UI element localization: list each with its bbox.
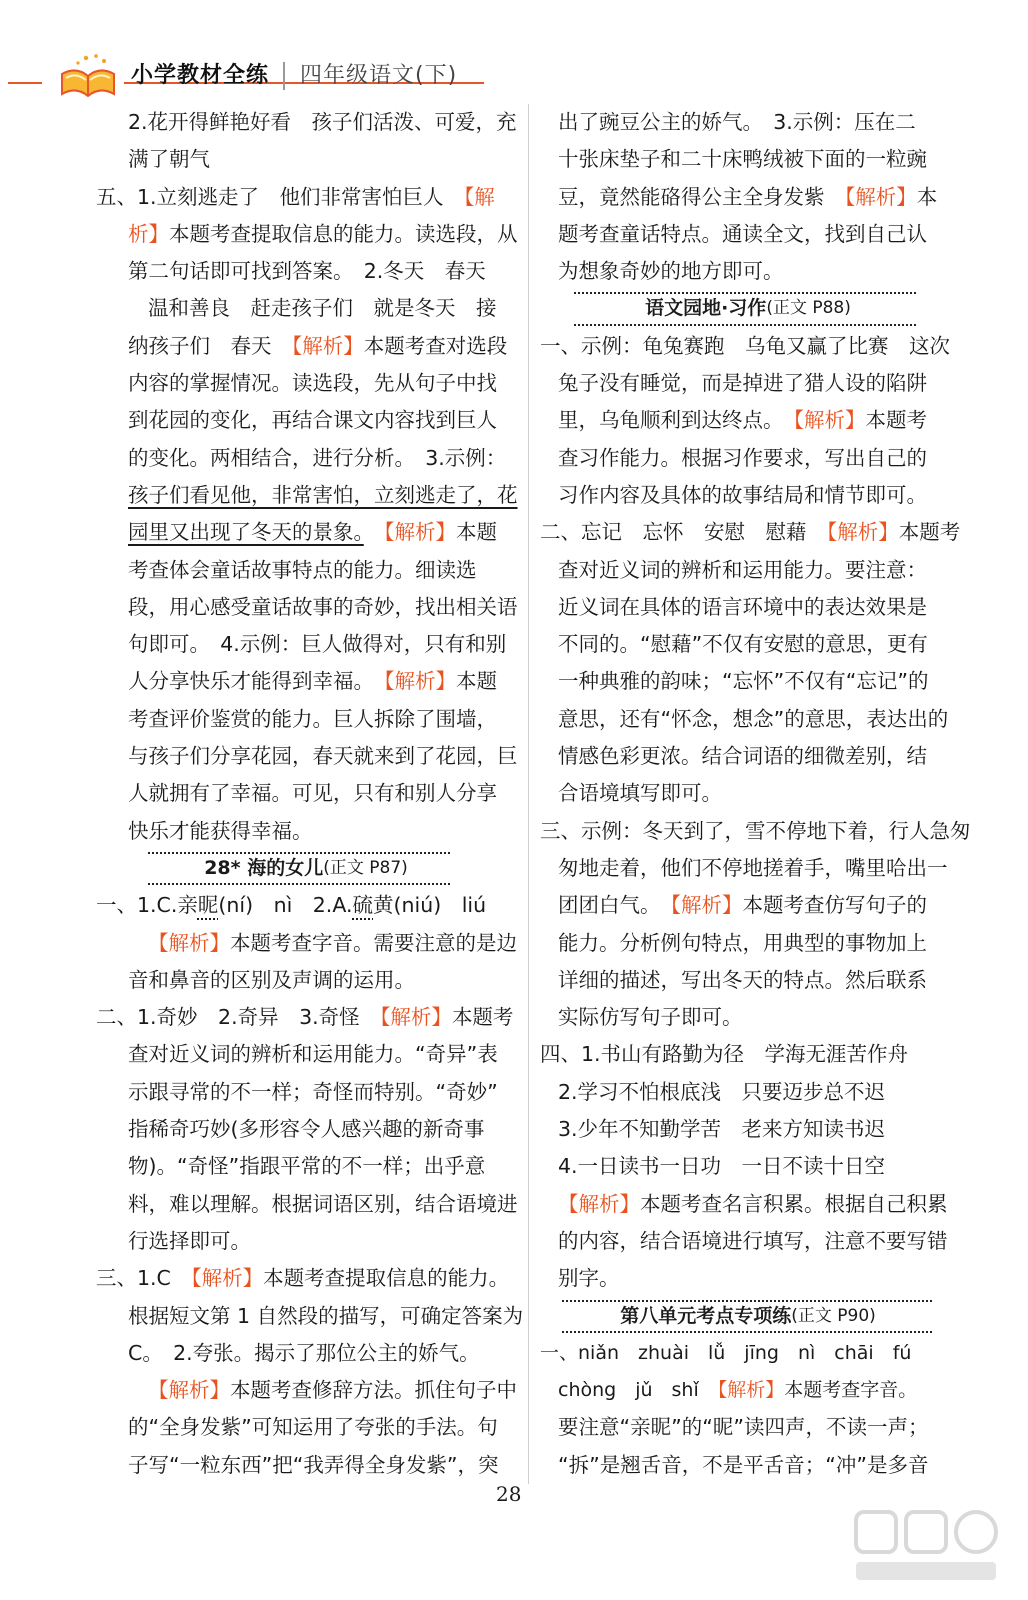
answer-line: 孩子们看见他，非常害怕，立刻逃走了，花 (128, 482, 518, 507)
answer-line: 题考查童话特点。通读全文，找到自己认 (558, 221, 927, 246)
answer-line: 四、1.书山有路勤为径 学海无涯苦作舟 (540, 1042, 909, 1067)
answer-line: 里，乌龟顺利到达终点。 【解析】本题考 (558, 408, 927, 433)
answer-line: 一、示例：龟兔赛跑 乌龟又赢了比赛 这次 (540, 333, 950, 358)
answer-line: 习作内容及具体的故事结局和情节即可。 (558, 482, 927, 507)
answer-line: 豆，竟然能硌得公主全身发紫 【解析】本 (558, 184, 938, 209)
watermark-logo-icon (852, 1508, 1002, 1586)
answer-line: 快乐才能获得幸福。 (128, 818, 313, 843)
header-divider (283, 62, 285, 90)
analysis-tag: 【解析】 (292, 333, 364, 358)
page-number: 28 (496, 1482, 522, 1506)
analysis-tag: 【解析】 (384, 669, 456, 694)
answer-line: 能力。分析例句特点，用典型的事物加上 (558, 930, 927, 955)
answer-line: 三、1.C 【解析】本题考查提取信息的能力。 (96, 1266, 510, 1291)
answer-line: 段，用心感受童话故事的奇妙，找出相关语 (128, 594, 518, 619)
grade-subject: 四年级语文(下) (300, 63, 458, 88)
analysis-tag: 【解析】 (845, 184, 917, 209)
header-rule (8, 82, 42, 84)
answer-line: 合语境填写即可。 (558, 781, 722, 806)
answer-line: 【解析】本题考查字音。需要注意的是边 (148, 930, 517, 955)
answer-line: 园里又出现了冬天的景象。 【解析】本题 (128, 520, 497, 545)
answer-line: 子写“一粒东西”把“我弄得全身发紫”，突 (128, 1452, 499, 1477)
answer-line: 近义词在具体的语言环境中的表达效果是 (558, 594, 927, 619)
answer-line: 情感色彩更浓。结合词语的细微差别，结 (558, 744, 927, 769)
answer-line: 行选择即可。 (128, 1228, 251, 1253)
answer-line: 兔子没有睡觉，而是掉进了猎人设的陷阱 (558, 371, 927, 396)
answer-line: 三、示例：冬天到了，雪不停地下着，行人急匆 (540, 818, 971, 843)
answer-line: 的变化。两相结合，进行分析。 3.示例： (128, 445, 507, 470)
answer-line: 到花园的变化，再结合课文内容找到巨人 (128, 408, 497, 433)
answer-line: 4.一日读书一日功 一日不读十日空 (558, 1154, 886, 1179)
answer-line: 匆地走着，他们不停地搓着手，嘴里哈出一 (558, 855, 948, 880)
answer-line: 【解析】本题考查名言积累。根据自己积累 (558, 1191, 948, 1216)
answer-line: 五、1.立刻逃走了 他们非常害怕巨人 【解 (96, 184, 495, 209)
analysis-tag: 【解析】 (191, 1266, 264, 1291)
analysis-tag: 【解析】 (717, 1379, 785, 1402)
answer-line: 人分享快乐才能得到幸福。 【解析】本题 (128, 669, 497, 694)
answer-line: 指稀奇巧妙(多形容令人感兴趣的新奇事 (128, 1117, 485, 1142)
left-column (96, 104, 524, 1484)
series-title: 小学教材全练 (131, 63, 270, 88)
answer-line: chòng jǔ shǐ 【解析】本题考查字音。 (558, 1379, 918, 1402)
analysis-tag: 析】 (128, 221, 169, 246)
section-heading: 28* 海的女儿 (正文 P 87 ) (96, 850, 516, 887)
analysis-tag: 【解析】 (558, 1191, 640, 1216)
answer-line: 【解析】本题考查修辞方法。抓住句子中 (148, 1378, 517, 1403)
right-column (540, 104, 971, 1484)
section-heading: 第八单元考点专项练 (正文 P 90 ) (540, 1298, 956, 1335)
analysis-tag: 【解析】 (148, 1378, 230, 1403)
answer-line: 出了豌豆公主的娇气。 3.示例：压在二 (558, 110, 916, 134)
answer-line: 二、忘记 忘怀 安慰 慰藉 【解析】本题考 (540, 520, 961, 545)
answer-line: 查对近义词的辨析和运用能力。要注意： (558, 557, 927, 582)
answer-line: 一、niǎn zhuài lǚ jīng nì chāi fú (540, 1341, 912, 1364)
answer-line: C。 2.夸张。揭示了那位公主的娇气。 (128, 1340, 480, 1365)
answer-line: 不同的。“慰藉”不仅有安慰的意思，更有 (558, 632, 928, 657)
answer-line: 要注意“亲昵”的“昵”读四声，不读一声； (558, 1415, 929, 1440)
analysis-tag: 【解析】 (363, 520, 456, 545)
answer-line: 根据短文第 1 自然段的描写，可确定答案为 (128, 1303, 524, 1328)
open-book-icon (56, 50, 120, 102)
answer-line: 示跟寻常的不一样；奇怪而特别。“奇妙” (128, 1079, 498, 1104)
answer-line: 析】本题考查提取信息的能力。读选段，从 (128, 221, 518, 246)
answer-line: 为想象奇妙的地方即可。 (558, 259, 784, 284)
answer-line: 详细的描述，写出冬天的特点。然后联系 (558, 967, 927, 992)
analysis-tag: 【解 (464, 184, 495, 209)
answer-line: 意思，还有“怀念，想念”的意思，表达出的 (558, 706, 949, 731)
answer-line: 人就拥有了幸福。可见，只有和别人分享 (128, 781, 497, 806)
answer-line: 考查评价鉴赏的能力。巨人拆除了围墙， (128, 706, 497, 731)
answer-line: 句即可。 4.示例：巨人做得对，只有和别 (128, 632, 507, 657)
answer-line: 与孩子们分享花园，春天就来到了花园，巨 (128, 744, 518, 769)
analysis-tag: 【解析】 (670, 893, 743, 918)
answer-line: 音和鼻音的区别及声调的运用。 (128, 967, 415, 992)
answer-line: 一种典雅的韵味；“忘怀”不仅有“忘记”的 (558, 669, 929, 694)
answer-line: “拆”是翘舌音，不是平舌音；“冲”是多音 (558, 1452, 929, 1477)
answer-line: 3.少年不知勤学苦 老来方知读书迟 (558, 1117, 886, 1142)
answer-line: 一、1.C.亲昵(ní) nì 2.A.硫黄(niú) liú (96, 893, 487, 918)
answer-line: 第二句话即可找到答案。 2.冬天 春天 (128, 259, 486, 284)
answer-line: 2.花开得鲜艳好看 孩子们活泼、可爱，充 (128, 110, 517, 134)
analysis-tag: 【解析】 (827, 520, 899, 545)
answer-line: 实际仿写句子即可。 (558, 1005, 743, 1030)
answer-line: 二、1.奇妙 2.奇异 3.奇怪 【解析】本题考 (96, 1005, 514, 1030)
answer-line: 料，难以理解。根据词语区别，结合语境进 (128, 1191, 518, 1216)
answer-line: 内容的掌握情况。读选段，先从句子中找 (128, 371, 497, 396)
answer-line: 查习作能力。根据习作要求，写出自己的 (558, 445, 927, 470)
section-heading: 语文园地·习作 (正文 P 88 ) (540, 290, 956, 327)
answer-line: 别字。 (558, 1266, 620, 1291)
answer-line: 查对近义词的辨析和运用能力。“奇异”表 (128, 1042, 498, 1067)
answer-line: 团团白气。 【解析】本题考查仿写句子的 (558, 893, 927, 918)
answer-line: 纳孩子们 春天 【解析】本题考查对选段 (128, 333, 508, 358)
answer-line: 考查体会童话故事特点的能力。细读选 (128, 557, 477, 582)
answer-line: 的“全身发紫”可知运用了夸张的手法。句 (128, 1415, 498, 1440)
analysis-tag: 【解析】 (148, 930, 230, 955)
answer-line: 满了朝气 (128, 147, 210, 172)
answer-line: 温和善良 赶走孩子们 就是冬天 接 (148, 296, 497, 321)
page-header (0, 0, 1028, 110)
answer-line: 的内容，结合语境进行填写，注意不要写错 (558, 1228, 948, 1253)
column-divider (528, 104, 529, 1484)
answer-line: 十张床垫子和二十床鸭绒被下面的一粒豌 (558, 147, 927, 172)
analysis-tag: 【解析】 (380, 1005, 452, 1030)
analysis-tag: 【解析】 (793, 408, 866, 433)
answer-line: 物)。“奇怪”指跟平常的不一样；出乎意 (128, 1154, 486, 1179)
answer-line: 2.学习不怕根底浅 只要迈步总不迟 (558, 1079, 886, 1104)
